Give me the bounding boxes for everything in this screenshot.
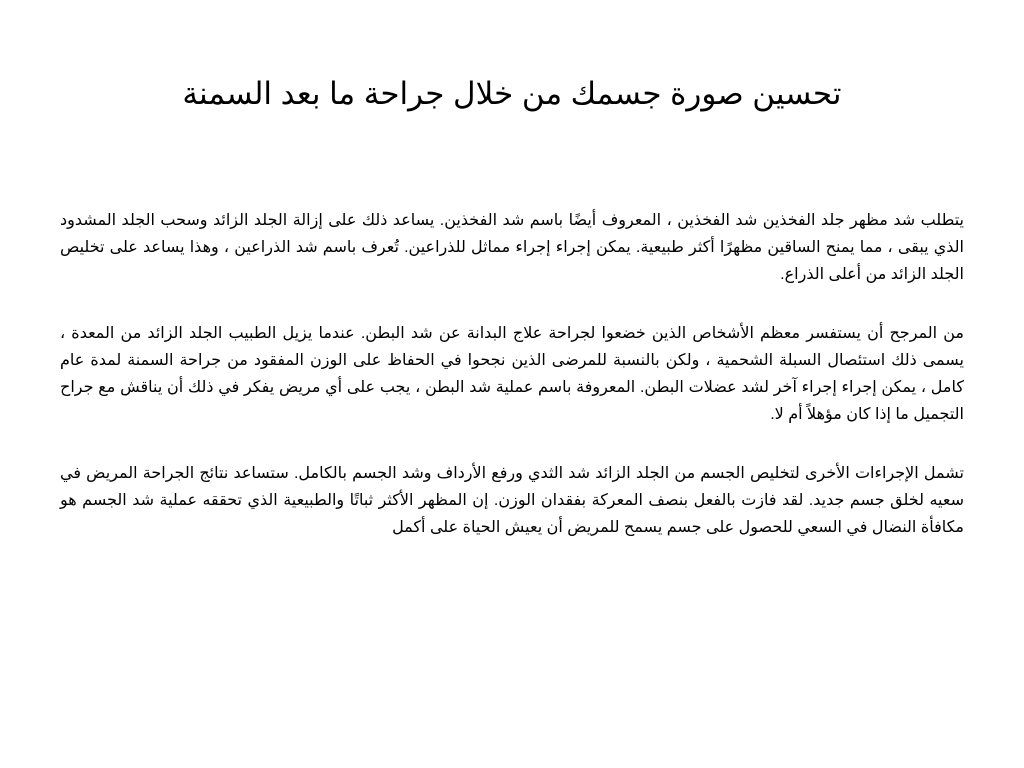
slide-body [60, 207, 964, 541]
body-paragraph-other-procedures: تشمل الإجراءات الأخرى لتخليص الجسم من الجلد الزائد شد الثدي ورفع الأرداف وشد الجسم بالكامل. ستساعد نتائج الجراحة المريض في سعيه لخلق جسم جديد. لقد فازت بالفعل بنصف المعركة بفقدان الوزن. إن المظهر الأكثر ثباتًا والطبيعية الذي تحققه عملية شد الجسم هو مكافأة النضال في السعي للحصول على جسم يسمح للمريض أن يعيش الحياة على أكمل [60, 465, 964, 536]
slide-title: تحسين صورة جسمك من خلال جراحة ما بعد السمنة [182, 76, 842, 111]
body-paragraph-thigh-lift: يتطلب شد مظهر جلد الفخذين شد الفخذين ، المعروف أيضًا باسم شد الفخذين. يساعد ذلك على إزالة الجلد الزائد وسحب الجلد المشدود الذي يبقى ، مما يمنح الساقين مظهرًا أكثر طبيعية. يمكن إجراء إجراء مماثل للذراعين. تُعرف باسم شد الذراعين ، وهذا يساعد على تخليص الجلد الزائد من أعلى الذراع. [60, 212, 964, 283]
body-paragraph-tummy-tuck: من المرجح أن يستفسر معظم الأشخاص الذين خضعوا لجراحة علاج البدانة عن شد البطن. عندما يزيل الطبيب الجلد الزائد من المعدة ، يسمى ذلك استئصال السبلة الشحمية ، ولكن بالنسبة للمرضى الذين نجحوا في الحفاظ على الوزن المفقود من جراحة السمنة لمدة عام كامل ، يمكن إجراء إجراء آخر لشد عضلات البطن. المعروفة باسم عملية شد البطن ، يجب على أي مريض يفكر في ذلك أن يناقش مع جراح التجميل ما إذا كان مؤهلاً أم لا. [60, 325, 965, 423]
